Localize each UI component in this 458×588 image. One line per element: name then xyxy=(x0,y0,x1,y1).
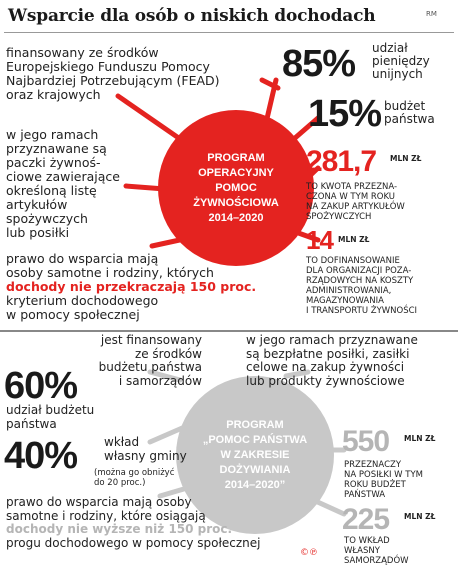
fead-eligibility-highlight: dochody nie przekraczają 150 proc. xyxy=(6,279,257,294)
orgs-amount-unit: MLN ZŁ xyxy=(338,235,370,244)
budget-share-value: 60% xyxy=(4,365,78,407)
state-meals-unit: MLN ZŁ xyxy=(404,434,436,443)
budget-share-label: udział budżetu państwa xyxy=(6,403,95,431)
dozywianie-eligibility-prefix: prawo do wsparcia mają osoby samotne i rodziny, które osiągają xyxy=(6,495,206,523)
fead-eligibility-suffix: kryterium dochodowego w pomocy społecznej xyxy=(6,293,159,322)
page-title: Wsparcie dla osób o niskich dochodach xyxy=(8,6,376,26)
eu-share-value: 85% xyxy=(282,43,356,85)
gmina-share-label: wkład własny gminy xyxy=(104,435,187,463)
state-share-label: budżet państwa xyxy=(384,99,435,126)
dozywianie-eligibility xyxy=(6,496,306,550)
eu-share-label: udział pieniędzy unijnych xyxy=(372,41,430,81)
fead-content-text: w jego ramach przyznawane są paczki żywnoś- ciowe zawierające określoną listę artykułów spożywczych lub posiłki xyxy=(6,127,120,240)
fead-eligibility xyxy=(6,252,306,322)
state-meals-desc: PRZEZNACZY NA POSIŁKI W TYM ROKU BUDŻET PAŃSTWA xyxy=(344,460,423,500)
dozywianie-content-text: w jego ramach przyznawane są bezpłatne posiłki, zasiłki celowe na zakup żywności lub produkty żywnościowe xyxy=(246,333,418,388)
food-amount-value: 281,7 xyxy=(306,145,377,178)
dozywianie-funding-text: jest finansowany ze środków budżetu państwa i samorządów xyxy=(98,333,202,388)
state-meals-value: 550 xyxy=(342,425,390,458)
fead-program-circle xyxy=(158,110,314,266)
dozywianie-eligibility-highlight: dochody nie wyższe niż 150 proc. xyxy=(6,522,233,536)
orgs-amount-value: 14 xyxy=(306,225,333,255)
local-meals-unit: MLN ZŁ xyxy=(404,512,436,521)
fead-funding-text: finansowany ze środków Europejskiego Funduszu Pomocy Najbardziej Potrzebującym (FEAD) oraz krajowych xyxy=(6,45,220,102)
orgs-amount-desc: TO DOFINANSOWANIE DLA ORGANIZACJI POZA- RZĄDOWYCH NA KOSZTY ADMINISTROWANIA, MAGAZYNOWANIA I TRANSPORTU ŻYWNOŚCI xyxy=(306,256,418,316)
fead-program-label: PROGRAM OPERACYJNY POMOC ŻYWNOŚCIOWA 2014–2020 xyxy=(193,151,279,224)
credit-label: RM xyxy=(426,10,437,18)
food-amount-unit: MLN ZŁ xyxy=(390,154,422,163)
fead-eligibility-prefix: prawo do wsparcia mają osoby samotne i rodziny, których xyxy=(6,251,214,280)
local-meals-desc: TO WKŁAD WŁASNY SAMORZĄDÓW xyxy=(344,536,409,566)
gmina-share-note: (można go obniżyć do 20 proc.) xyxy=(94,468,175,488)
gmina-share-value: 40% xyxy=(4,435,78,477)
copyright-icon: ©℗ xyxy=(300,548,318,558)
local-meals-value: 225 xyxy=(342,503,390,536)
dozywianie-program-label: PROGRAM „POMOC PAŃSTWA W ZAKRESIE DOŻYWIANIA 2014–2020” xyxy=(202,418,308,491)
food-amount-desc: TO KWOTA PRZEZNA- CZONA W TYM ROKU NA ZAKUP ARTYKUŁÓW SPOŻYWCZYCH xyxy=(306,182,405,222)
dozywianie-eligibility-suffix: progu dochodowego w pomocy społecznej xyxy=(6,535,261,550)
state-share-value: 15% xyxy=(308,93,382,135)
